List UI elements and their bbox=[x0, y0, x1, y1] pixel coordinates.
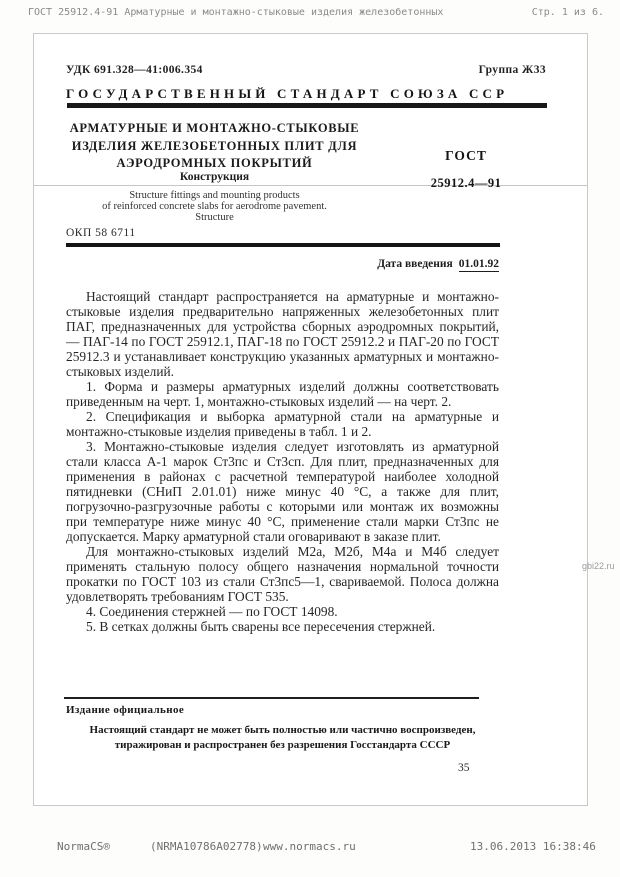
udk-code: УДК 691.328—41:006.354 bbox=[66, 64, 203, 76]
title-ru-line: ИЗДЕЛИЯ ЖЕЛЕЗОБЕТОННЫХ ПЛИТ ДЛЯ bbox=[71, 138, 358, 153]
viewer-header bbox=[28, 7, 604, 18]
gost-number: 25912.4—91 bbox=[430, 176, 502, 190]
page-number: 35 bbox=[458, 762, 470, 774]
paragraph-scope: Настоящий стандарт распространяется на арматурные и монтажно-стыковые изделия предварительно напряженных железобетонных плит ПАГ, предназначенных для устройства сборных аэродромных покрытий, — ПАГ-14 по ГОСТ 25912.1, ПАГ-18 по ГОСТ 25912.2 и ПАГ-20 по ГОСТ 25912.3 и устанавливает конструкцию указанных арматурных и монтажно-стыковых изделий. bbox=[66, 289, 499, 379]
paragraph-item-5: 5. В сетках должны быть сварены все пересечения стержней. bbox=[86, 619, 436, 634]
viewer-print-datetime: 13.06.2013 16:38:46 bbox=[470, 840, 596, 853]
copyright-line: тиражирован и распространен без разрешения Госстандарта СССР bbox=[114, 738, 451, 751]
paragraph-item-1: 1. Форма и размеры арматурных изделий должны соответствовать приведенным на черт. 1, монтажно-стыковых изделий — на черт. 2. bbox=[66, 379, 499, 409]
viewer-footer bbox=[0, 840, 620, 854]
effective-date-value: 01.01.92 bbox=[458, 258, 499, 270]
effective-date-label: Дата введения bbox=[377, 258, 453, 270]
paragraph-steel-strip: Для монтажно-стыковых изделий М2а, М2б, М4а и М4б следует применять стальную полосу общего назначения нормальной точности прокатки по ГОСТ 103 из стали Ст3пс5—1, свариваемой. Полоса должна удовлетворять требованиям ГОСТ 535. bbox=[66, 544, 499, 604]
paragraph-item-4: 4. Соединения стержней — по ГОСТ 14098. bbox=[86, 604, 338, 619]
group-code: Группа Ж33 bbox=[478, 64, 546, 76]
document-subtitle: Конструкция bbox=[179, 171, 250, 183]
section-rule bbox=[66, 243, 500, 247]
classification-row bbox=[66, 64, 546, 76]
title-ru-line: АЭРОДРОМНЫХ ПОКРЫТИЙ bbox=[116, 156, 313, 170]
copyright-line: Настоящий стандарт не может быть полностью или частично воспроизведен, bbox=[89, 724, 476, 736]
effective-date-row bbox=[66, 258, 499, 270]
viewer-header-doc-title: ГОСТ 25912.4-91 Арматурные и монтажно-стыковые изделия железобетонных bbox=[28, 7, 444, 18]
footer-rule bbox=[64, 697, 479, 699]
document-title-en bbox=[52, 190, 377, 223]
site-watermark: gbi22.ru bbox=[582, 561, 615, 571]
document-page bbox=[33, 33, 615, 806]
okp-code: ОКП 58 6711 bbox=[66, 227, 136, 239]
gost-designation bbox=[406, 148, 526, 191]
viewer-license-id: (NRMA10786A02778) bbox=[150, 840, 263, 853]
title-en-line: of reinforced concrete slabs for aerodrome pavement. bbox=[102, 201, 327, 212]
document-title-ru bbox=[62, 120, 367, 173]
edition-note: Издание официальное bbox=[66, 704, 185, 716]
gost-label: ГОСТ bbox=[445, 148, 487, 163]
paragraph-item-3: 3. Монтажно-стыковые изделия следует изготовлять из арматурной стали класса А-1 марок Ст3пс и Ст3сп. Для плит, предназначенных для применения в районах с расчетной температурой наиболее холодной пятидневки (СНиП 2.01.01) ниже минус 40 °С, а также для плит, погрузочно-разгрузочные работы с которыми или монтаж их возможны при температуре ниже минус 40 °С, применение стали марки Ст3пс не допускается. Марку арматурной стали оговаривают в заказе плит. bbox=[66, 439, 499, 544]
title-en-line: Structure bbox=[195, 212, 234, 223]
viewer-header-page-indicator: Стр. 1 из 6. bbox=[531, 7, 604, 18]
standard-body-text bbox=[66, 289, 499, 634]
title-en-line: Structure fittings and mounting products bbox=[129, 190, 300, 201]
viewer-website: www.normacs.ru bbox=[263, 840, 356, 853]
paragraph-item-2: 2. Спецификация и выборка арматурной стали на арматурные и монтажно-стыковые изделия приведены в табл. 1 и 2. bbox=[66, 409, 499, 439]
title-ru-line: АРМАТУРНЫЕ И МОНТАЖНО-СТЫКОВЫЕ bbox=[69, 121, 360, 135]
standard-heading: ГОСУДАРСТВЕННЫЙ СТАНДАРТ СОЮЗА ССР bbox=[66, 86, 509, 101]
copyright-notice bbox=[66, 723, 499, 752]
viewer-app-name: NormaCS® bbox=[57, 840, 110, 853]
heading-rule bbox=[67, 103, 547, 108]
